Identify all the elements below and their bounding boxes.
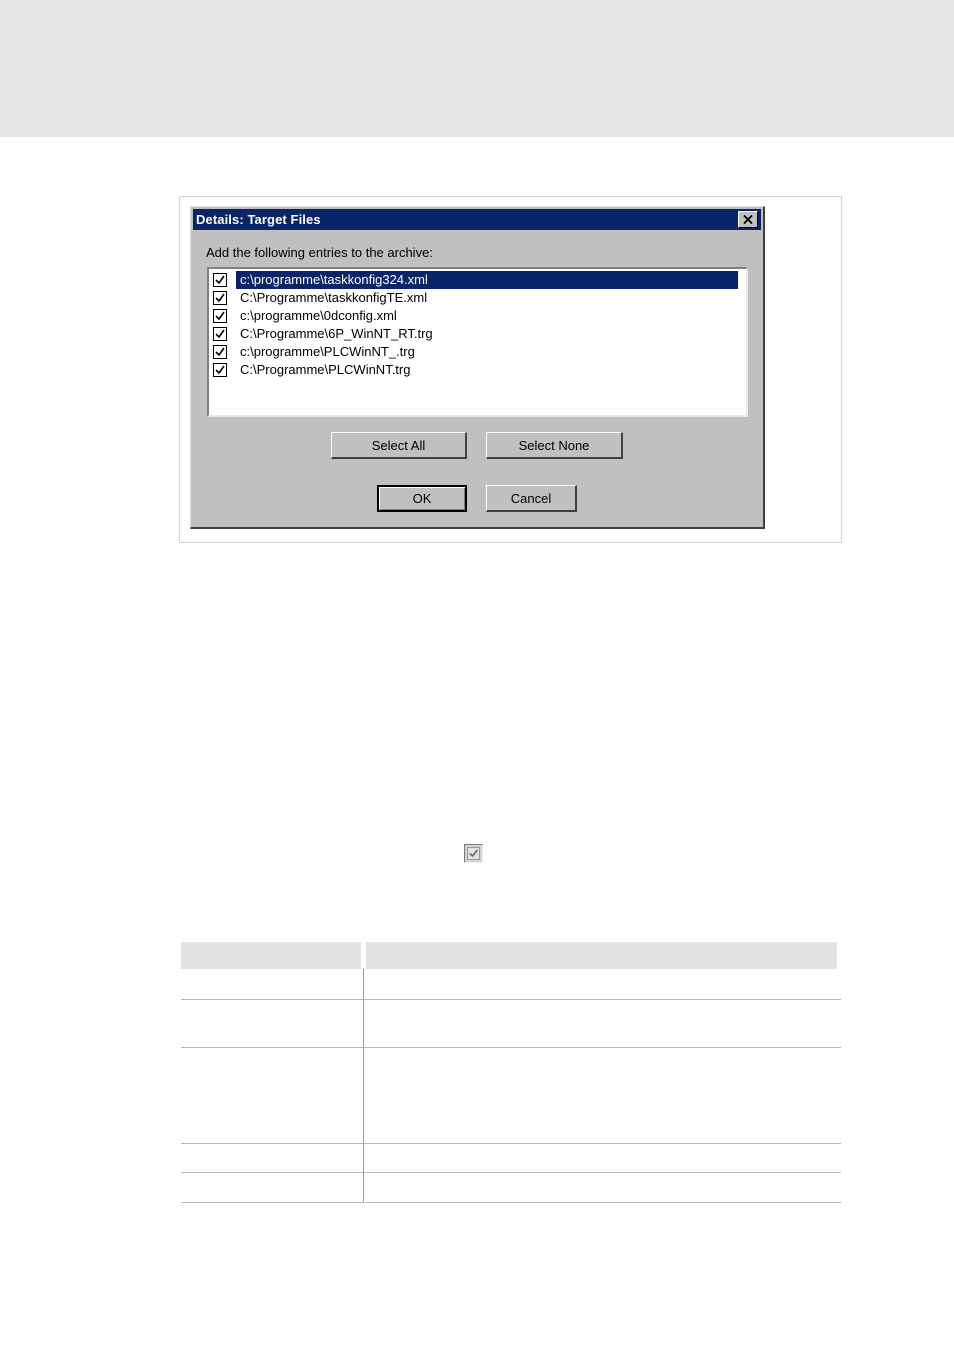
page-header-band xyxy=(0,0,954,137)
entry-path: C:\Programme\taskkonfigTE.xml xyxy=(240,290,428,305)
dialog-titlebar xyxy=(193,209,761,230)
table-header xyxy=(181,942,841,969)
row-divider xyxy=(181,1143,841,1144)
entry-checkbox[interactable] xyxy=(213,327,227,341)
checkmark-icon xyxy=(215,311,225,321)
list-item[interactable] xyxy=(209,343,744,361)
entry-path: C:\Programme\6P_WinNT_RT.trg xyxy=(240,326,433,341)
column-divider xyxy=(363,969,364,1203)
target-files-dialog xyxy=(190,206,765,529)
entry-path: c:\programme\0dconfig.xml xyxy=(240,308,397,323)
select-all-button[interactable]: Select All xyxy=(331,432,467,459)
target-files-list[interactable] xyxy=(207,267,748,417)
table-header-cell xyxy=(181,942,361,969)
list-item[interactable] xyxy=(209,271,744,289)
row-divider xyxy=(181,1172,841,1173)
dialog-prompt: Add the following entries to the archive: xyxy=(206,245,433,260)
close-button[interactable] xyxy=(738,211,758,228)
checkmark-icon xyxy=(215,347,225,357)
table-header-cell xyxy=(366,942,837,969)
list-item[interactable] xyxy=(209,325,744,343)
entry-path: c:\programme\taskkonfig324.xml xyxy=(236,271,738,289)
cancel-button[interactable]: Cancel xyxy=(486,485,577,512)
checkmark-icon xyxy=(215,329,225,339)
entry-checkbox[interactable] xyxy=(213,273,227,287)
entry-checkbox[interactable] xyxy=(213,291,227,305)
row-divider xyxy=(181,999,841,1000)
checkmark-icon xyxy=(215,293,225,303)
list-item[interactable] xyxy=(209,361,744,379)
row-divider xyxy=(181,1202,841,1203)
row-divider xyxy=(181,1047,841,1048)
ok-button[interactable]: OK xyxy=(377,485,467,512)
list-item[interactable] xyxy=(209,289,744,307)
select-none-button[interactable]: Select None xyxy=(486,432,623,459)
entry-checkbox[interactable] xyxy=(213,345,227,359)
checkmark-icon xyxy=(468,848,479,859)
entry-path: c:\programme\PLCWinNT_.trg xyxy=(240,344,415,359)
entry-checkbox[interactable] xyxy=(213,363,227,377)
checked-checkbox-sample xyxy=(464,844,483,863)
list-item[interactable] xyxy=(209,307,744,325)
entry-path: C:\Programme\PLCWinNT.trg xyxy=(240,362,411,377)
dialog-title: Details: Target Files xyxy=(196,212,321,227)
checkmark-icon xyxy=(215,365,225,375)
checkbox-inner xyxy=(467,847,480,860)
close-x-icon xyxy=(743,215,753,224)
entry-checkbox[interactable] xyxy=(213,309,227,323)
checkmark-icon xyxy=(215,275,225,285)
description-table xyxy=(181,942,841,1203)
